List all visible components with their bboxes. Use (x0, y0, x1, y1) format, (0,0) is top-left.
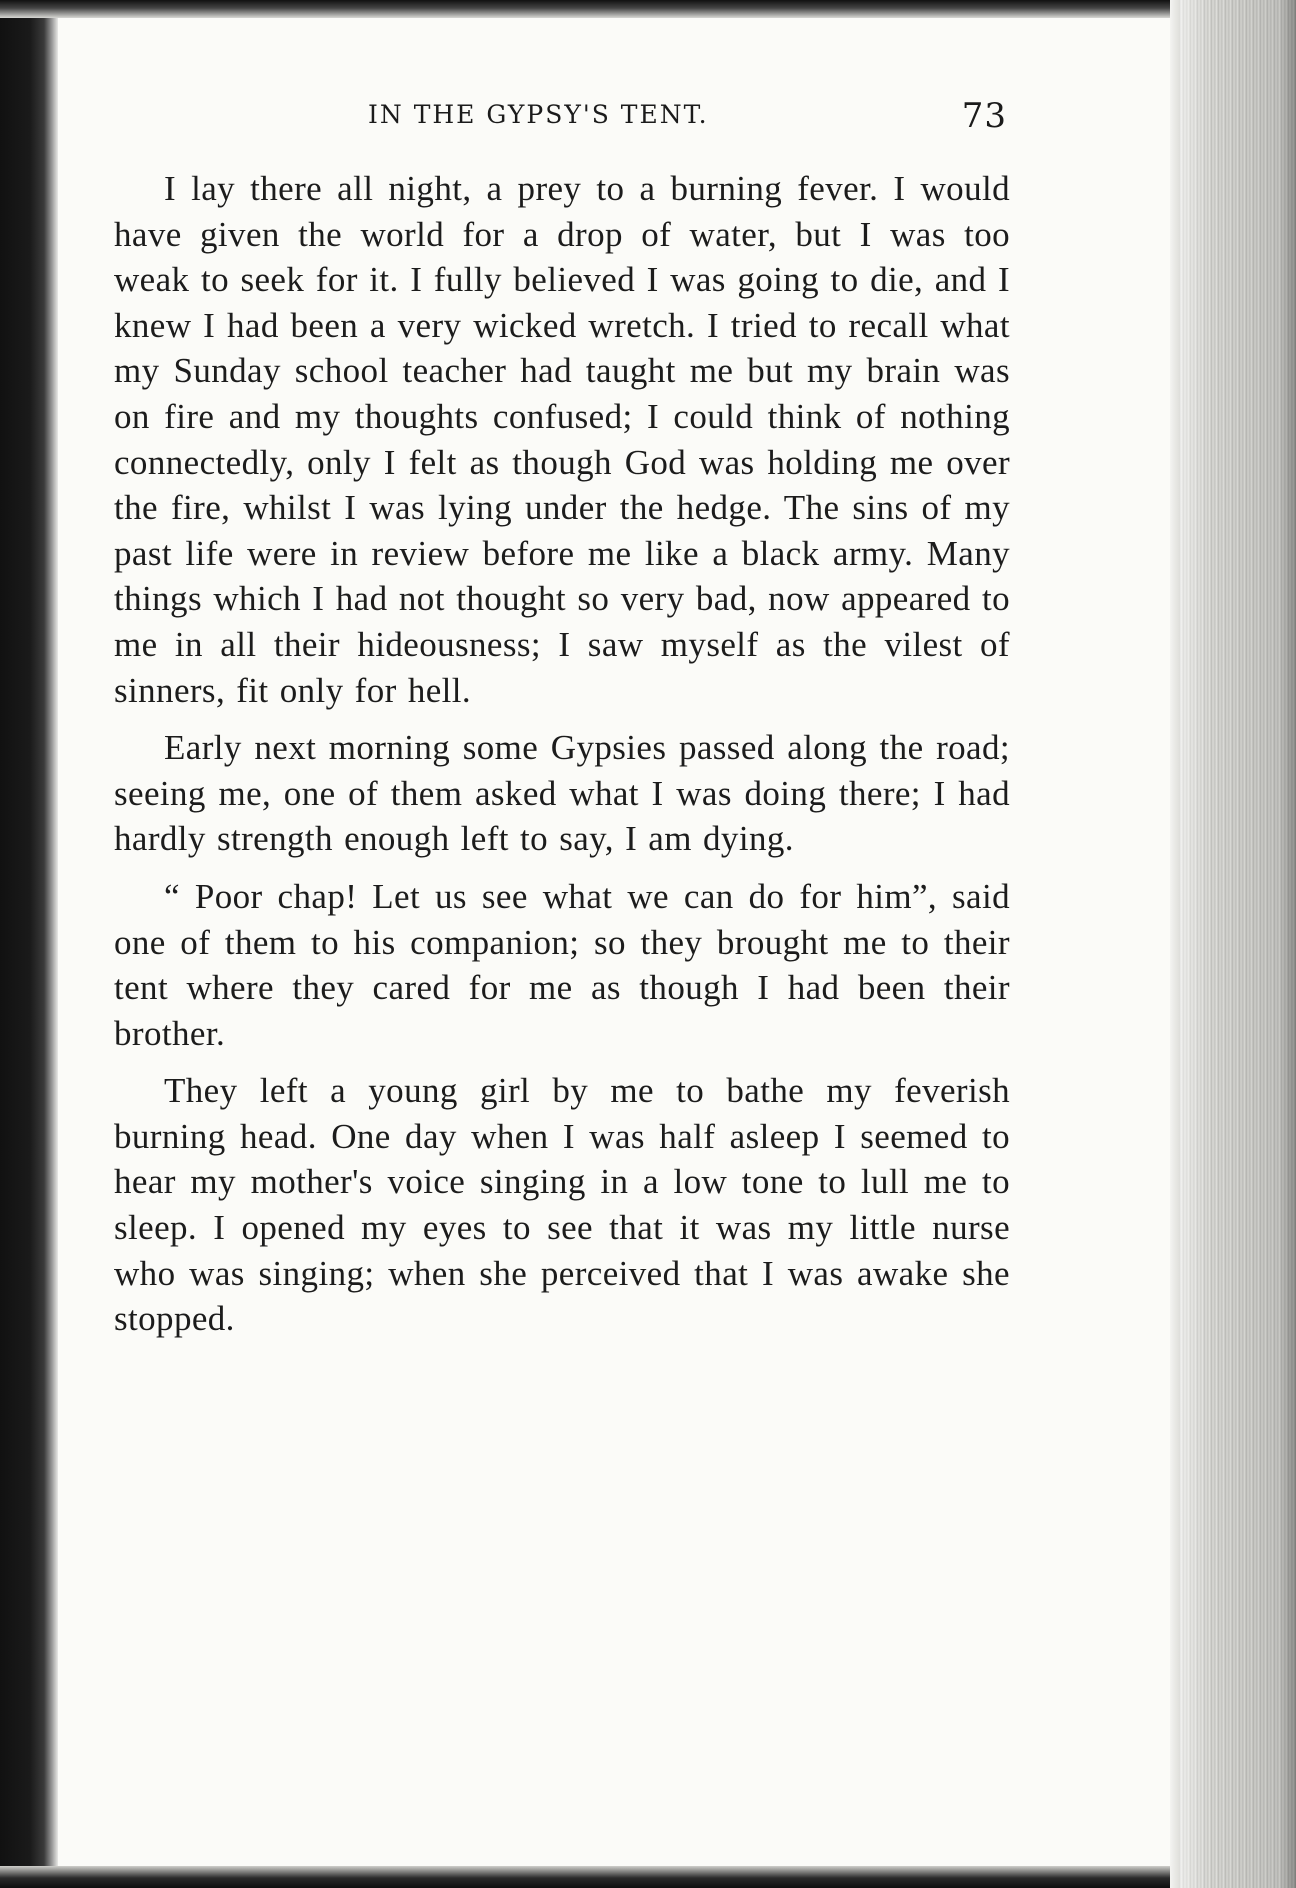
page-fold-shadow (1170, 0, 1180, 1888)
top-scan-edge (0, 0, 1296, 18)
bottom-scan-edge (0, 1866, 1296, 1888)
body-text (114, 166, 1010, 1342)
running-title: IN THE GYPSY'S TENT. (368, 100, 709, 129)
paragraph-2: Early next morning some Gypsies passed along the road; seeing me, one of them asked what I was doing there; I had hardly strength enough left to say, I am dying. (114, 728, 1010, 859)
page-number: 73 (961, 96, 1007, 136)
page-header (118, 96, 1011, 136)
page-stack-shading (1180, 0, 1296, 1888)
paragraph-3: “ Poor chap! Let us see what we can do for him”, said one of them to his companion; so they brought me to their tent where they cared for me as though I had been their brother. (114, 876, 1010, 1053)
paragraph-4: They left a young girl by me to bathe my feverish burning head. One day when I was half asleep I seemed to hear my mother's voice singing in a low tone to lull me to sleep. I opened my eyes to see that it was my little nurse who was singing; when she perceived that I was awake she stopped. (114, 1071, 1010, 1339)
paragraph-1: I lay there all night, a prey to a burning fever. I would have given the world for a drop of water, but I was too weak to seek for it. I fully believed I was going to die, and I knew I had been a very wicked wretch. I tried to recall what my Sunday school teacher had taught me but my brain was on fire and my thoughts confused; I could think of nothing connectedly, only I felt as though God was holding me over the fire, whilst I was lying under the hedge. The sins of my past life were in review before me like a black army. Many things which I had not thought so very bad, now appeared to me in all their hideousness; I saw myself as the vilest of sinners, fit only for hell. (114, 169, 1010, 710)
book-binding-edge (0, 0, 58, 1888)
